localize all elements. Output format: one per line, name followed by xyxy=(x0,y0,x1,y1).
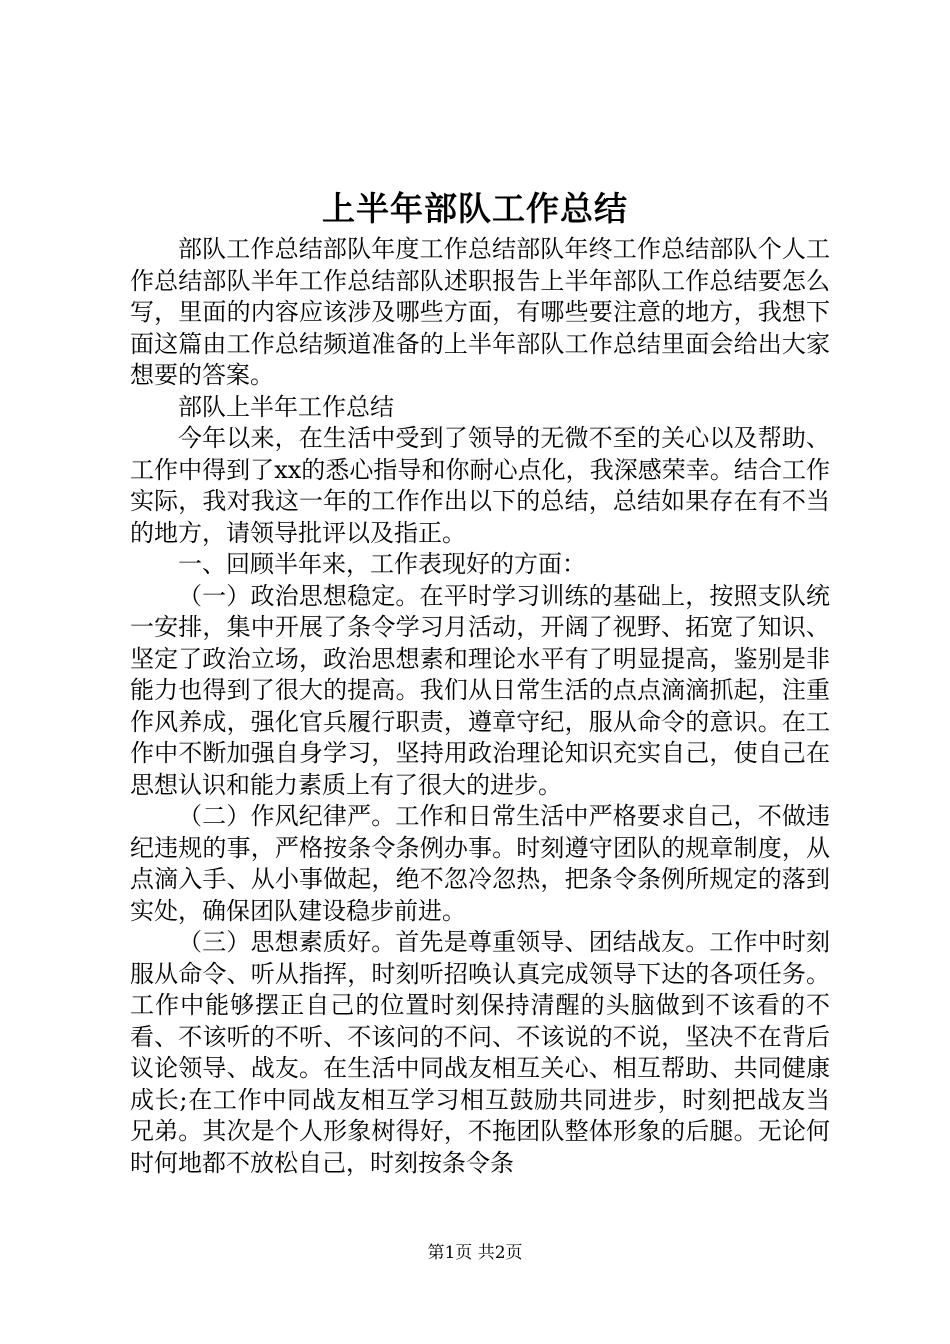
point-two-paragraph: （二）作风纪律严。工作和日常生活中严格要求自己，不做违纪违规的事，严格按条令条例办事。时刻遵守团队的规章制度，从点滴入手、从小事做起，绝不忽冷忽热，把条令条例所规定的落到实处，确保团队建设稳步前进。 xyxy=(130,802,830,925)
section-heading: 部队上半年工作总结 xyxy=(178,392,394,421)
document-body xyxy=(130,234,830,1179)
document-title: 上半年部队工作总结 xyxy=(322,189,628,228)
review-heading: 一、回顾半年来，工作表现好的方面： xyxy=(178,550,586,578)
intro-paragraph: 部队工作总结部队年度工作总结部队年终工作总结部队个人工作总结部队半年工作总结部队述职报告上半年部队工作总结要怎么写，里面的内容应该涉及哪些方面，有哪些要注意的地方，我想下面这篇由工作总结频道准备的上半年部队工作总结里面会给出大家想要的答案。 xyxy=(130,235,830,389)
point-one-paragraph: （一）政治思想稳定。在平时学习训练的基础上，按照支队统一安排，集中开展了条令学习月活动，开阔了视野、拓宽了知识、坚定了政治立场，政治思想素和理论水平有了明显提高，鉴别是非能力也得到了很大的提高。我们从日常生活的点点滴滴抓起，注重作风养成，强化官兵履行职责，遵章守纪，服从命令的意识。在工作中不断加强自身学习，坚持用政治理论知识充实自己，使自己在思想认识和能力素质上有了很大的进步。 xyxy=(130,581,830,799)
opening-paragraph: 今年以来，在生活中受到了领导的无微不至的关心以及帮助、工作中得到了xx的悉心指导和你耐心点化，我深感荣幸。结合工作实际，我对我这一年的工作作出以下的总结，总结如果存在有不当的地方，请领导批评以及指正。 xyxy=(130,424,830,547)
point-three-paragraph: （三）思想素质好。首先是尊重领导、团结战友。工作中时刻服从命令、听从指挥，时刻听招唤认真完成领导下达的各项任务。工作中能够摆正自己的位置时刻保持清醒的头脑做到不该看的不看、不该听的不听、不该问的不问、不该说的不说，坚决不在背后议论领导、战友。在生活中同战友相互关心、相互帮助、共同健康成长;在工作中同战友相互学习相互鼓励共同进步，时刻把战友当兄弟。其次是个人形象树得好，不拖团队整体形象的后腿。无论何时何地都不放松自己，时刻按条令条 xyxy=(130,928,830,1177)
page-number: 第1页 共2页 xyxy=(427,1243,523,1263)
